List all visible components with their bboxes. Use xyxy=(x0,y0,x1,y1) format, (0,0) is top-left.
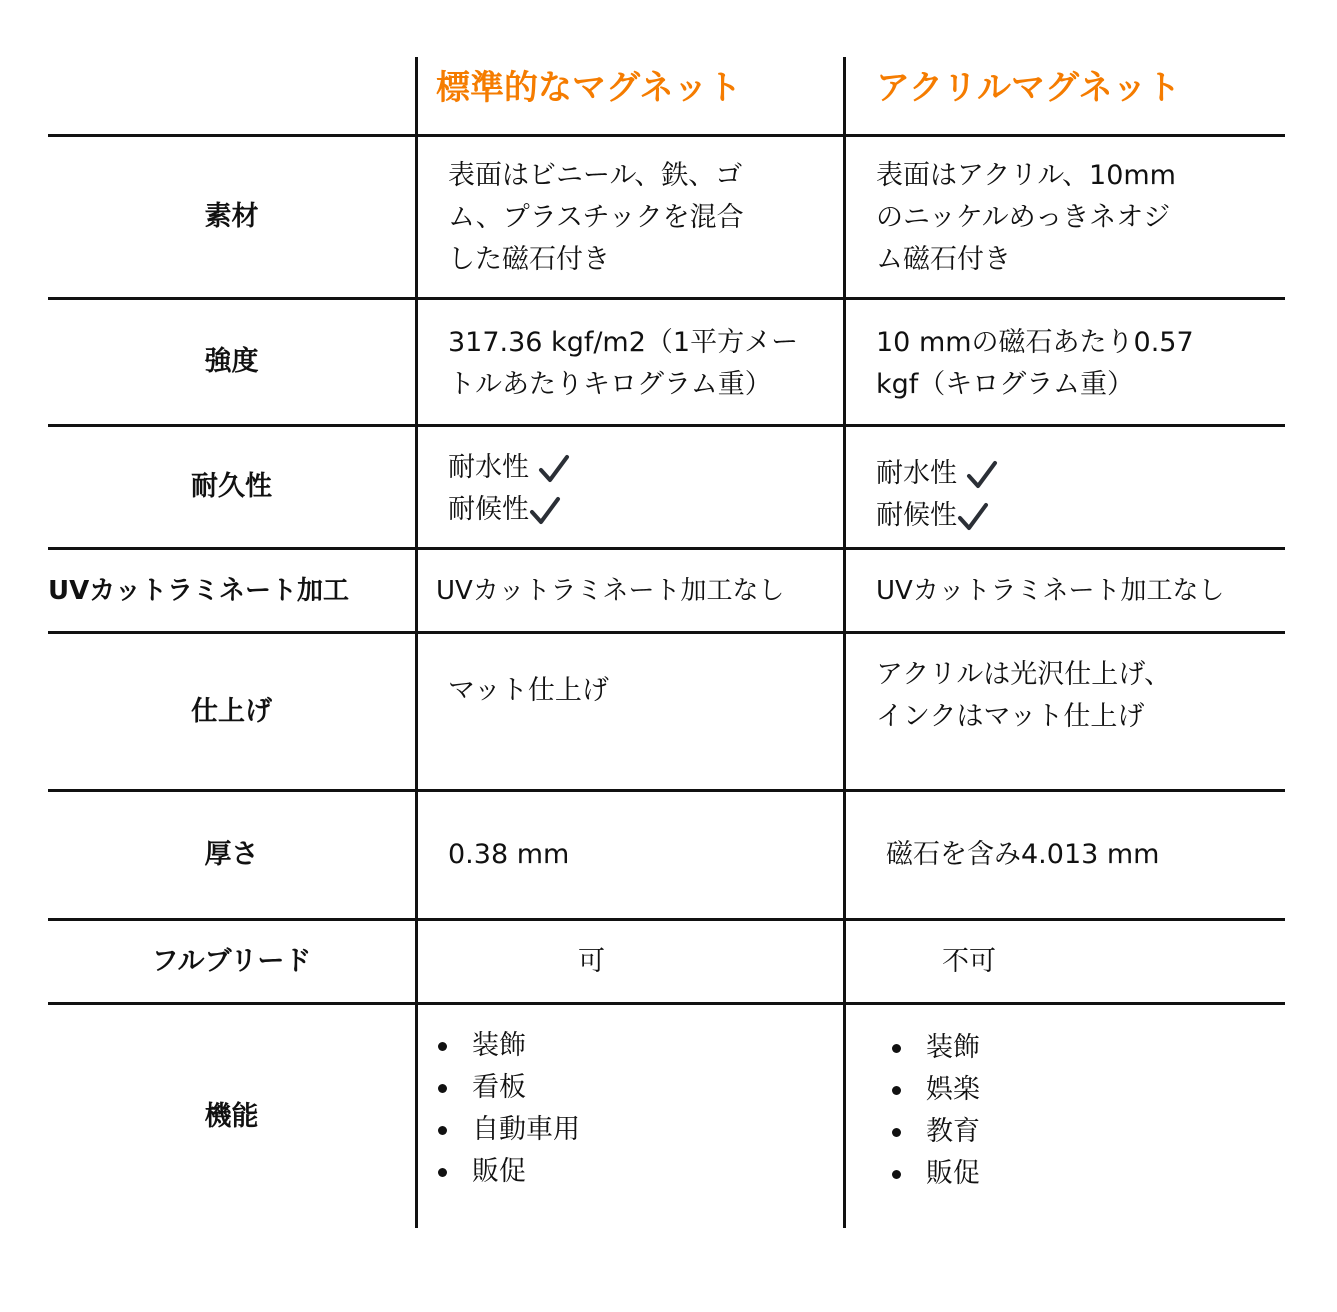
text-line: ム、プラスチックを混合 xyxy=(448,202,744,233)
text-line: kgf（キログラム重） xyxy=(876,369,1135,400)
thickness-acrylic: 磁石を含み4.013 mm xyxy=(843,792,1285,921)
row-label-thickness: 厚さ xyxy=(48,792,415,921)
row-label-functions: 機能 xyxy=(204,1100,259,1132)
text-line: 耐候性 xyxy=(876,500,957,531)
functions-acrylic xyxy=(843,1005,1285,1228)
list-item: 販促 xyxy=(926,1153,1285,1195)
functions-standard xyxy=(415,1005,843,1228)
text-line: 10 mmの磁石あたり0.57 xyxy=(876,327,1194,358)
material-acrylic xyxy=(843,137,1285,300)
text-line: 表面はビニール、鉄、ゴ xyxy=(448,160,743,191)
list-item: 装飾 xyxy=(472,1025,843,1067)
list-item: 自動車用 xyxy=(472,1109,843,1151)
text-line: 耐水性 xyxy=(448,452,529,483)
full-bleed-standard: 可 xyxy=(415,921,843,1005)
row-label-material: 素材 xyxy=(48,137,415,300)
material-standard xyxy=(415,137,843,300)
strength-acrylic xyxy=(843,300,1285,427)
strength-standard xyxy=(415,300,843,427)
list-item: 装飾 xyxy=(926,1027,1285,1069)
comparison-table xyxy=(48,57,1285,1228)
checkmark-icon xyxy=(538,454,570,484)
bullet-list xyxy=(418,1025,843,1193)
text-line: 耐水性 xyxy=(876,458,957,489)
header-standard-magnet: 標準的なマグネット xyxy=(415,57,843,137)
text-line: インクはマット仕上げ xyxy=(876,701,1145,732)
thickness-standard: 0.38 mm xyxy=(415,792,843,921)
checkmark-icon xyxy=(529,496,561,526)
text-line: ム磁石付き xyxy=(876,244,1011,275)
checkmark-icon xyxy=(957,502,989,532)
row-label-full-bleed: フルブリード xyxy=(48,921,415,1005)
bullet-list xyxy=(846,1027,1285,1195)
header-empty xyxy=(48,57,415,137)
text-line: 表面はアクリル、10mm xyxy=(876,160,1176,191)
durability-acrylic xyxy=(843,427,1285,550)
text-line: 317.36 kgf/m2（1平方メー xyxy=(448,327,799,358)
row-label-finish: 仕上げ xyxy=(48,634,415,792)
list-item: 看板 xyxy=(472,1067,843,1109)
text-line: トルあたりキログラム重） xyxy=(448,369,772,400)
text-line: アクリルは光沢仕上げ、 xyxy=(876,659,1172,690)
text-line: のニッケルめっきネオジ xyxy=(876,202,1171,233)
row-label-strength: 強度 xyxy=(48,300,415,427)
full-bleed-acrylic: 不可 xyxy=(843,921,1285,1005)
list-item: 教育 xyxy=(926,1111,1285,1153)
row-label-uv-lamination: UVカットラミネート加工 xyxy=(48,550,415,634)
text-line: 耐候性 xyxy=(448,494,529,525)
uv-standard: UVカットラミネート加工なし xyxy=(415,550,843,634)
list-item: 娯楽 xyxy=(926,1069,1285,1111)
header-acrylic-magnet: アクリルマグネット xyxy=(843,57,1285,137)
finish-acrylic xyxy=(843,634,1285,792)
text-line: した磁石付き xyxy=(448,244,610,275)
checkmark-icon xyxy=(966,460,998,490)
row-label-durability: 耐久性 xyxy=(48,427,415,550)
uv-acrylic: UVカットラミネート加工なし xyxy=(843,550,1285,634)
text-line: マット仕上げ xyxy=(448,675,609,706)
list-item: 販促 xyxy=(472,1151,843,1193)
durability-standard xyxy=(415,427,843,550)
finish-standard xyxy=(415,634,843,792)
